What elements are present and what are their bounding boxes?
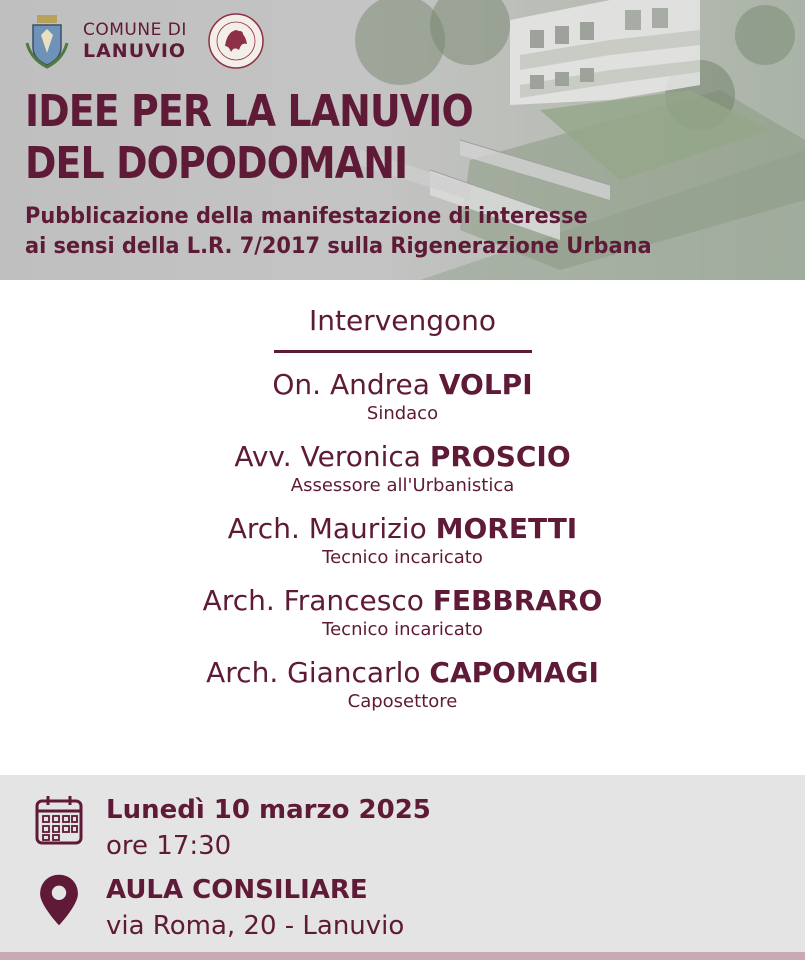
event-time: ore 17:30 bbox=[106, 831, 232, 861]
speakers-section bbox=[0, 298, 805, 713]
speaker-name bbox=[0, 655, 805, 691]
event-info-footer bbox=[0, 775, 805, 960]
footer-decorative-strip bbox=[0, 952, 805, 960]
speakers-heading: Intervengono bbox=[308, 304, 497, 337]
event-venue: AULA CONSILIARE bbox=[106, 875, 368, 905]
speaker-prefix: Arch. Giancarlo bbox=[206, 656, 421, 689]
logo-row bbox=[25, 12, 265, 70]
speaker-role: Tecnico incaricato bbox=[322, 619, 483, 640]
speaker-surname: VOLPI bbox=[438, 368, 533, 401]
speaker-entry bbox=[0, 367, 805, 425]
subtitle-line-2: ai sensi della L.R. 7/2017 sulla Rigenerazione Urbana bbox=[25, 234, 652, 259]
venue-text bbox=[106, 873, 404, 945]
header-banner bbox=[0, 0, 805, 280]
main-title-line-2: DEL DOPODOMANI bbox=[25, 138, 408, 189]
heading-divider bbox=[274, 350, 532, 353]
speaker-surname: PROSCIO bbox=[429, 440, 571, 473]
speaker-entry bbox=[0, 439, 805, 497]
speaker-prefix: Avv. Veronica bbox=[234, 440, 421, 473]
comune-crest-icon bbox=[25, 13, 69, 69]
speaker-prefix: On. Andrea bbox=[272, 368, 430, 401]
subtitle bbox=[25, 202, 652, 262]
speaker-surname: CAPOMAGI bbox=[429, 656, 599, 689]
main-title-line-1: IDEE PER LA LANUVIO bbox=[25, 86, 473, 137]
event-address: via Roma, 20 - Lanuvio bbox=[106, 911, 405, 941]
speaker-prefix: Arch. Francesco bbox=[202, 584, 424, 617]
main-title bbox=[25, 86, 473, 190]
speaker-entry bbox=[0, 583, 805, 641]
speaker-role: Assessore all'Urbanistica bbox=[290, 475, 515, 496]
comune-label bbox=[83, 19, 187, 62]
calendar-icon bbox=[34, 793, 84, 847]
speaker-name bbox=[0, 439, 805, 475]
speaker-name bbox=[0, 511, 805, 547]
date-time-row bbox=[34, 793, 431, 865]
lanuvium-seal-icon bbox=[207, 12, 265, 70]
speaker-name bbox=[0, 583, 805, 619]
speaker-entry bbox=[0, 655, 805, 713]
speaker-role: Sindaco bbox=[366, 403, 439, 424]
subtitle-line-1: Pubblicazione della manifestazione di interesse bbox=[25, 204, 588, 229]
speaker-surname: FEBBRARO bbox=[432, 584, 603, 617]
comune-name-text: LANUVIO bbox=[83, 39, 187, 62]
speaker-prefix: Arch. Maurizio bbox=[227, 512, 427, 545]
speaker-name bbox=[0, 367, 805, 403]
venue-row bbox=[34, 873, 404, 945]
location-pin-icon bbox=[34, 873, 84, 927]
speaker-entry bbox=[0, 511, 805, 569]
comune-di-text: COMUNE DI bbox=[83, 19, 187, 40]
date-time-text bbox=[106, 793, 431, 865]
event-date: Lunedì 10 marzo 2025 bbox=[106, 795, 431, 825]
speaker-role: Caposettore bbox=[347, 691, 458, 712]
speaker-surname: MORETTI bbox=[435, 512, 578, 545]
speaker-role: Tecnico incaricato bbox=[322, 547, 483, 568]
